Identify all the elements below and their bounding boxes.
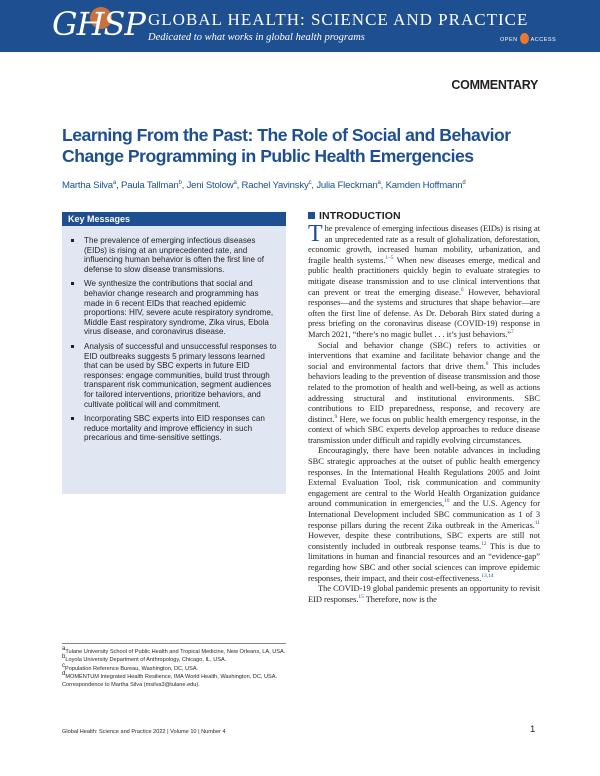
- reference-mark[interactable]: 11: [534, 519, 540, 526]
- open-access-right: ACCESS: [530, 36, 557, 43]
- author-affiliation-mark: a: [112, 179, 117, 186]
- article-title: Learning From the Past: The Role of Social and Behavior Change Programming in Public Health Emergencies: [62, 125, 511, 166]
- affiliations-divider: [62, 643, 286, 644]
- reference-mark[interactable]: 9: [334, 413, 338, 420]
- reference-mark[interactable]: 1–5: [385, 254, 394, 261]
- key-messages-list: [62, 226, 286, 443]
- author-name[interactable]: Julia Fleckman: [316, 180, 378, 191]
- body-text: The COVID-19 global pandemic presents an opportunity to revisit EID responses.: [308, 583, 540, 604]
- body-text: However, behavioral responses—and the systems and structures that shape behavior—are often the first line of defense. As Dr. Deborah Birx stated during a press briefing on the coronavirus disease (COVID-19) response in March 2021, “there’s no magic bullet . . . it’s just behaviors.”: [308, 286, 540, 339]
- author-name[interactable]: Rachel Yavinsky: [241, 180, 309, 191]
- key-message-item: Incorporating SBC experts into EID responses can reduce mortality and improve efficiency in such precarious and time-sensitive settings.: [78, 414, 278, 443]
- journal-logo: GHSP: [52, 5, 145, 43]
- affiliation-mark: a: [62, 646, 66, 653]
- section-heading-text: INTRODUCTION: [319, 210, 401, 222]
- body-paragraph: [308, 583, 540, 604]
- reference-mark[interactable]: 6: [460, 286, 464, 293]
- affiliation-text: MOMENTUM Integrated Health Resilience, IMA World Health, Washington, DC, USA.: [65, 673, 278, 680]
- reference-mark[interactable]: 8: [485, 360, 489, 367]
- author-name[interactable]: Martha Silva: [62, 180, 113, 191]
- drop-cap: T: [308, 221, 323, 247]
- author-affiliation-mark: a: [377, 179, 381, 186]
- key-messages-box: [62, 212, 286, 494]
- author-affiliation-mark: c: [308, 179, 312, 186]
- journal-title: GLOBAL HEALTH: SCIENCE AND PRACTICE: [148, 10, 529, 29]
- affiliation-text: Loyola University Department of Anthropology, Chicago, IL, USA.: [65, 657, 227, 664]
- body-text: This includes behaviors leading to the prevention of disease transmission and those related to the promotion of health and well-being, as well as actions addressing structural and institutional environments. SBC contributions to EID preparedness, response, and recovery are distinct.: [308, 360, 540, 424]
- body-paragraph: [308, 445, 540, 583]
- correspondence[interactable]: Correspondence to Martha Silva (msilva3@tulane.edu).: [62, 682, 200, 689]
- author-affiliation-mark: d: [462, 179, 466, 186]
- affiliation-item: [62, 671, 286, 681]
- body-text: Here, we focus on public health emergency response, in the context of which SBC experts develop approaches to reduce disease transmission under difficult and rapidly evolving circumstances.: [308, 413, 540, 445]
- reference-mark[interactable]: 10: [444, 498, 450, 505]
- affiliation-item: [62, 654, 286, 664]
- body-text: and the U.S. Agency for International Development included SBC communication as 1 of 3 response pillars during the recent Zika outbreak in the Americas.: [308, 498, 540, 530]
- journal-tagline: Dedicated to what works in global health programs: [148, 32, 365, 43]
- affiliation-text: Population Reference Bureau, Washington, DC, USA.: [65, 665, 199, 672]
- affiliation-mark: b: [62, 654, 66, 661]
- author-name[interactable]: Paula Tallman: [121, 180, 179, 191]
- affiliation-text: Tulane University School of Public Health and Tropical Medicine, New Orleans, LA, USA.: [65, 649, 286, 655]
- body-paragraph: [308, 223, 540, 340]
- affiliations: [62, 646, 286, 690]
- open-access-icon: [520, 33, 529, 44]
- body-text: Encouragingly, there have been notable advances in including SBC strategic approaches at the outset of public health emergency responses. In the International Health Regulations 2005 and Joint External Evaluation Tool, risk communication and community engagement are central to the World Health Organization guidance around communication in emergencies,: [308, 445, 540, 509]
- body-text: However, despite these contributions, SBC experts are still not consistently included in outbreak response teams.: [308, 530, 540, 551]
- body-text: When new diseases emerge, medical and public health practitioners quickly begin to evaluate strategies to mitigate disease transmission and to use clinical interventions that can prevent or treat the emerging disease.: [308, 254, 540, 297]
- footer-citation: Global Health: Science and Practice 2022 | Volume 10 | Number 4: [62, 729, 226, 735]
- affiliation-item: [62, 662, 286, 673]
- author-name[interactable]: Kamden Hoffmann: [385, 180, 463, 191]
- body-text: This is due to limitations in human and financial resources and an “evidence-gap” regarding how SBC and other social sciences can improve epidemic responses, their impact, and their cost-effectiveness.: [308, 540, 540, 583]
- open-access-left: OPEN: [500, 36, 518, 43]
- body-text: he prevalence of emerging infectious diseases (EIDs) is rising at an unprecedented rate as a result of globalization, deforestation, economic growth, increased human mobility, urbanization, and fragile health systems.: [308, 223, 540, 265]
- key-messages-heading: Key Messages: [62, 212, 286, 226]
- affiliation-mark: c: [62, 662, 65, 669]
- introduction-body: [308, 223, 540, 604]
- author-name[interactable]: Jeni Stolow: [186, 180, 234, 191]
- open-access-badge: [500, 34, 556, 45]
- key-message-item: The prevalence of emerging infectious diseases (EIDs) is rising at an unprecedented rate, and influencing human behavior is often the first line of defense to slow disease transmissions.: [78, 236, 278, 274]
- body-text: Therefore, now is the: [363, 593, 437, 604]
- key-message-item: We synthesize the contributions that social and behavior change research and programming has made in 6 recent EIDs that reached epidemic proportions: HIV, severe acute respiratory syndrome, Middle East respiratory syndrome, Zika virus, Ebola virus disease, and coronavirus disease.: [78, 279, 278, 337]
- body-text: Social and behavior change (SBC) refers to activities or interventions that examine and facilitate behavior change and the social and environmental factors that drive them.: [308, 339, 540, 371]
- article-type: COMMENTARY: [451, 78, 538, 92]
- author-affiliation-mark: a: [233, 179, 237, 186]
- body-paragraph: [308, 340, 540, 446]
- affiliation-item: [62, 646, 286, 656]
- page-number: 1: [530, 724, 536, 735]
- reference-mark[interactable]: 13,14: [481, 572, 494, 579]
- affiliation-mark: d: [62, 671, 66, 678]
- key-message-item: Analysis of successful and unsuccessful responses to EID outbreaks suggests 5 primary lessons learned that can be used by SBC experts in future EID responses: engage communities, build trust through transparent risk communication, segment audiences for tailored interventions, prioritize behaviors, and cultivate political will and commitment.: [78, 342, 278, 409]
- reference-mark[interactable]: 12: [481, 541, 487, 547]
- journal-header: [0, 0, 600, 52]
- section-marker-icon: [308, 212, 315, 219]
- reference-mark[interactable]: 7: [511, 329, 514, 336]
- reference-mark[interactable]: 15: [358, 593, 364, 600]
- author-list: Martha Silva$^a$, Paula Tallman$^b$, Jeni Stolow$^a$, Rachel Yavinsky$^c$, Julia Fleckman$^a$, Kamden Hoffmann$^d$: [62, 179, 466, 191]
- author-affiliation-mark: b: [178, 179, 182, 186]
